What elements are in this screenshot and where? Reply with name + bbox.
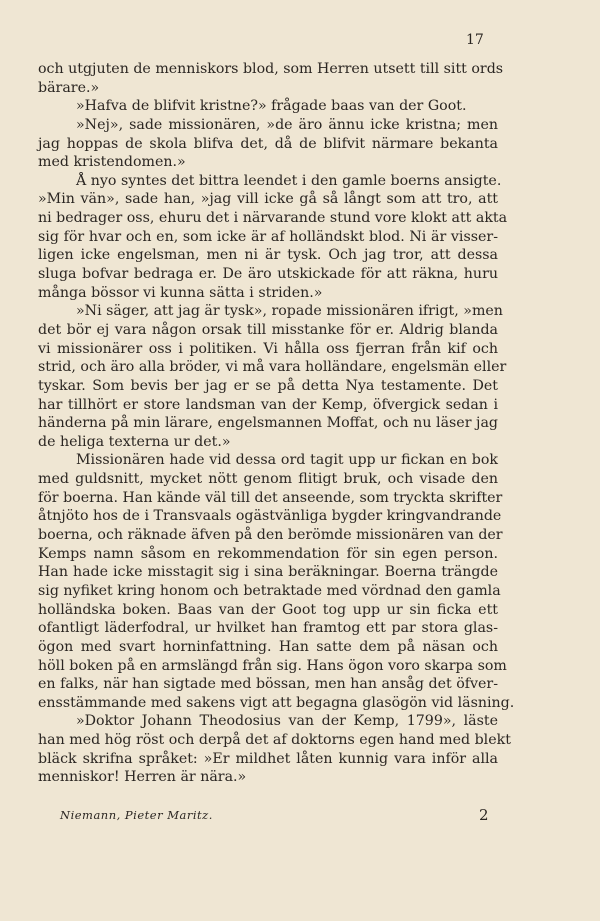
text-line: ögon med svart horninfattning. Han satte dem på näsan och: [38, 638, 498, 655]
text-line: de heliga texterna ur det.»: [38, 433, 231, 450]
text-line: menniskor! Herren är nära.»: [38, 769, 247, 786]
text-line: ensstämmande med sakens vigt att begagna glasögön vid läsning.: [38, 694, 515, 711]
body-text: [38, 60, 515, 787]
text-line: med guldsnitt, mycket nött genom flitigt bruk, och visade den: [38, 471, 498, 488]
footer-signature: Niemann, Pieter Maritz.: [60, 808, 213, 822]
text-line: Kemps namn såsom en rekommendation för sin egen person.: [38, 545, 498, 562]
text-line: vi missionärer oss i politiken. Vi hålla oss fjerran från kif och: [38, 340, 498, 357]
text-line: har tillhört er store landsman van der Kemp, öfvergick sedan i: [38, 396, 498, 413]
text-line: många bössor vi kunna sätta i striden.»: [38, 284, 323, 301]
text-line: en falks, när han sigtade med bössan, men han ansåg det öfver-: [38, 676, 498, 693]
text-line: ligen icke engelsman, men ni är tysk. Och jag tror, att dessa: [38, 247, 498, 264]
text-line: boerna, och räknade äfven på den berömde missionären van der: [38, 527, 503, 544]
text-line: jag hoppas de skola blifva det, då de blifvit närmare bekanta: [38, 135, 498, 152]
text-line: ni bedrager oss, ehuru det i närvarande stund vore klokt att akta: [38, 210, 508, 227]
text-line: bläck skrifna språket: »Er mildhet låten kunnig vara inför alla: [38, 750, 498, 767]
text-line: med kristendomen.»: [38, 154, 186, 171]
text-line: »Doktor Johann Theodosius van der Kemp, 1799», läste: [76, 713, 498, 730]
text-line: bärare.»: [38, 79, 100, 96]
text-line: sig för hvar och en, som icke är af holländskt blod. Ni är visser-: [38, 228, 498, 245]
text-line: strid, och äro alla bröder, vi må vara holländare, engelsmän eller: [38, 359, 507, 376]
text-line: ofantligt läderfodral, ur hvilket han framtog ett par stora glas-: [38, 620, 498, 637]
text-line: och utgjuten de menniskors blod, som Herren utsett till sitt ords: [38, 61, 504, 77]
text-line: han med hög röst och derpå det af doktorns egen hand med blekt: [38, 732, 511, 749]
text-line: »Hafva de blifvit kristne?» frågade baas van der Goot.: [76, 98, 467, 115]
text-line: det bör ej vara någon orsak till misstanke för er. Aldrig blanda: [38, 321, 498, 338]
text-line: händerna på min lärare, engelsmannen Moffat, och nu läser jag: [38, 415, 498, 432]
text-line: »Nej», sade missionären, »de äro ännu icke kristna; men: [76, 116, 498, 133]
text-line: »Ni säger, att jag är tysk», ropade missionären ifrigt, »men: [76, 303, 503, 320]
text-line: Han hade icke misstagit sig i sina beräkningar. Boerna trängde: [38, 564, 498, 581]
text-line: Å nyo syntes det bittra leendet i den gamle boerns ansigte.: [76, 172, 502, 189]
text-line: sig nyfiket kring honom och betraktade med vördnad den gamla: [38, 582, 501, 599]
text-line: »Min vän», sade han, »jag vill icke gå så långt som att tro, att: [38, 191, 498, 208]
text-line: Missionären hade vid dessa ord tagit upp ur fickan en bok: [76, 452, 498, 469]
sheet-number: 2: [479, 806, 489, 824]
text-line: för boerna. Han kände väl till det anseende, som tryckta skrifter: [38, 489, 503, 506]
text-line: sluga bofvar bedraga er. De äro utskickade för att räkna, huru: [38, 266, 498, 283]
text-line: holländska boken. Baas van der Goot tog upp ur sin ficka ett: [38, 601, 498, 618]
text-line: tyskar. Som bevis ber jag er se på detta Nya testamente. Det: [38, 377, 498, 394]
text-line: åtnjöto hos de i Transvaals ogästvänliga bygder kringvandrande: [38, 508, 502, 525]
text-line: höll boken på en armslängd från sig. Hans ögon voro skarpa som: [38, 657, 507, 674]
page-number: 17: [466, 32, 484, 48]
